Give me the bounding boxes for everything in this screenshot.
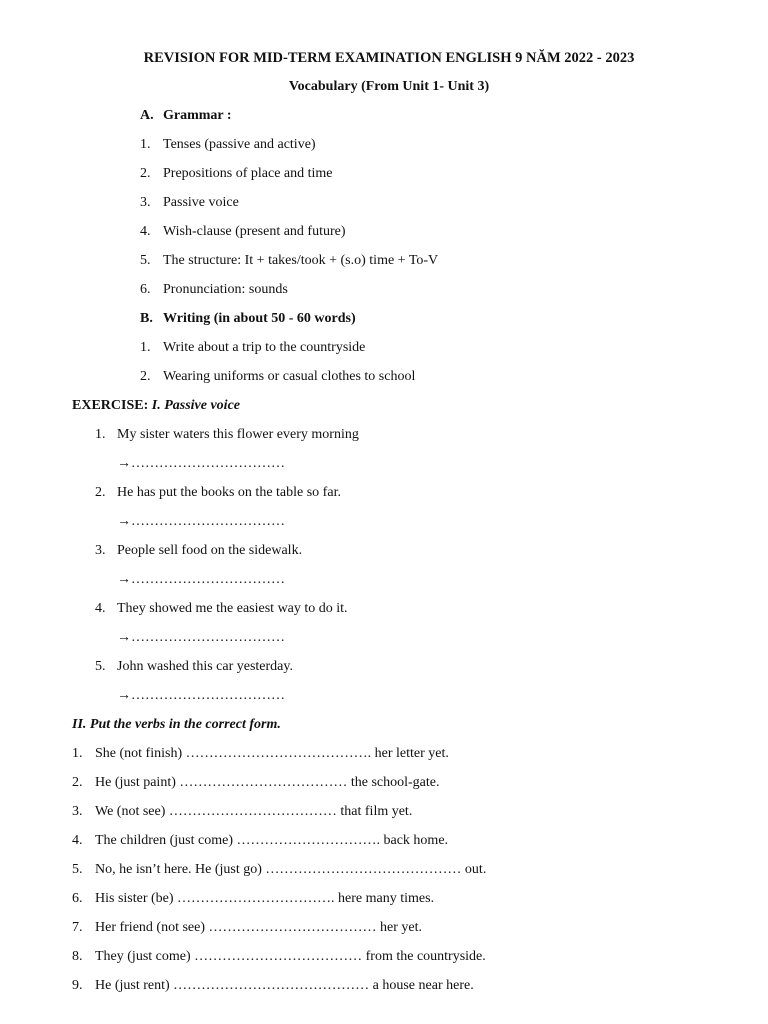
grammar-item-text: Passive voice (163, 195, 239, 210)
exercise-1-item-text: My sister waters this flower every morning (117, 427, 359, 442)
exercise-1-item-text: He has put the books on the table so far. (117, 485, 341, 500)
section-a-heading: Grammar : (163, 108, 232, 123)
exercise-2-item-text: The children (just come) …………………………. back home. (95, 833, 449, 848)
exercise-2-item-number: 2. (72, 775, 83, 790)
exercise-2-item-text: His sister (be) ……………………………. here many times. (95, 891, 435, 906)
answer-blank: →…………………………… (117, 630, 285, 645)
exercise-1-item-text: People sell food on the sidewalk. (117, 543, 303, 558)
grammar-item-text: Prepositions of place and time (163, 166, 333, 181)
exercise-2-item-number: 7. (72, 920, 83, 935)
exercise-2-item-number: 5. (72, 862, 83, 877)
exercise-2-item-number: 4. (72, 833, 83, 848)
exercise-1-heading: I. Passive voice (151, 398, 240, 413)
page-title: REVISION FOR MID-TERM EXAMINATION ENGLISH 9 NĂM 2022 - 2023 (143, 50, 635, 66)
exercise-2-item-text: We (not see) ……………………………… that film yet. (95, 804, 413, 819)
grammar-item-number: 6. (140, 282, 151, 297)
exercise-2-item-text: Her friend (not see) ……………………………… her yet. (95, 920, 422, 935)
grammar-item-number: 4. (140, 224, 151, 239)
exercise-2-item-number: 9. (72, 978, 83, 993)
grammar-item-text: Wish-clause (present and future) (163, 224, 346, 239)
answer-blank: →…………………………… (117, 572, 285, 587)
grammar-item-text: Pronunciation: sounds (163, 282, 288, 297)
answer-blank: →…………………………… (117, 514, 285, 529)
exercise-2-item-number: 8. (72, 949, 83, 964)
exercise-2-item-text: She (not finish) …………………………………. her letter yet. (95, 746, 449, 761)
writing-item-text: Write about a trip to the countryside (163, 340, 366, 355)
section-b-letter: B. (140, 311, 153, 326)
exercise-1-item-number: 1. (95, 427, 106, 442)
grammar-item-text: Tenses (passive and active) (163, 137, 316, 152)
answer-blank: →…………………………… (117, 456, 285, 471)
exercise-1-item-number: 4. (95, 601, 106, 616)
exercise-2-item-text: He (just rent) …………………………………… a house near here. (95, 978, 474, 993)
grammar-item-text: The structure: It + takes/took + (s.o) time + To-V (163, 253, 439, 268)
grammar-item-number: 1. (140, 137, 151, 152)
exercise-2-heading: II. Put the verbs in the correct form. (72, 717, 281, 732)
exercise-label: EXERCISE: (72, 398, 149, 413)
exercise-1-item-number: 3. (95, 543, 106, 558)
exercise-2-item-number: 3. (72, 804, 83, 819)
answer-blank: →…………………………… (117, 688, 285, 703)
exercise-1-item-text: They showed me the easiest way to do it. (117, 601, 348, 616)
writing-item-number: 2. (140, 369, 151, 384)
writing-item-number: 1. (140, 340, 151, 355)
exercise-2-item-number: 6. (72, 891, 83, 906)
exercise-2-item-text: He (just paint) ……………………………… the school-gate. (95, 775, 440, 790)
section-a-letter: A. (140, 108, 154, 123)
section-b-heading: Writing (in about 50 - 60 words) (163, 311, 356, 326)
exercise-heading (72, 397, 240, 415)
exercise-2-item-text: No, he isn’t here. He (just go) …………………………………… out. (95, 862, 487, 877)
exercise-1-item-number: 5. (95, 659, 106, 674)
grammar-item-number: 5. (140, 253, 151, 268)
grammar-item-number: 3. (140, 195, 151, 210)
exercise-1-item-text: John washed this car yesterday. (117, 659, 293, 674)
writing-item-text: Wearing uniforms or casual clothes to school (163, 369, 416, 384)
exercise-2-item-text: They (just come) ……………………………… from the countryside. (95, 949, 486, 964)
page-subtitle: Vocabulary (From Unit 1- Unit 3) (288, 79, 490, 94)
exercise-1-item-number: 2. (95, 485, 106, 500)
grammar-item-number: 2. (140, 166, 151, 181)
exercise-2-item-number: 1. (72, 746, 83, 761)
